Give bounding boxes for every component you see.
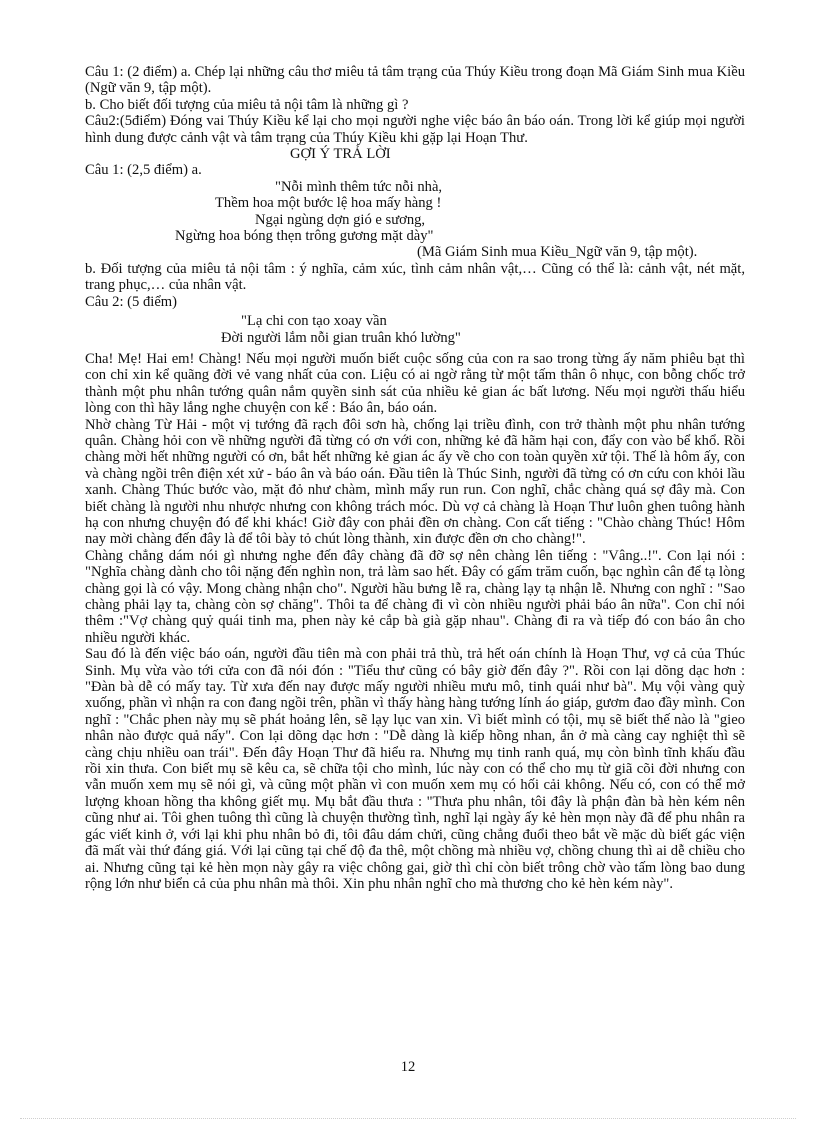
page-number: 12: [400, 1059, 416, 1075]
poem-line: Thềm hoa một bước lệ hoa mấy hàng !: [215, 195, 442, 212]
story-paragraph: Sau đó là đến việc báo oán, người đầu tiên mà con phải trả thù, trả hết oán chính là Hoạn Thư, vợ cả của Thúc Sinh. Mụ vừa vào tới cửa con đã nói đón : "Tiểu thư cũng có bây giờ đến đây ?". Rồi con lại dõng dạc hơn : "Đàn bà dễ có mấy tay. Từ xưa đến nay được mấy người nhiều mưu mô, tinh quái như bà". Mụ vội vàng quỳ xuống, phần vì nhận ra con đang ngồi trên, phần vì thấy hàng hàng tướng lính áo giáp, gươm đao đầy mình. Con nghĩ : "Chắc phen này mụ sẽ phát hoảng lên, sẽ lạy lục van xin. Vì biết mình có tội, mụ sẽ biết thế nào là "gieo nhân nào được quả nấy". Con lại dõng dạc hơn : "Dễ dàng là kiếp hồng nhan, ắn ở mà càng cay nghiệt thì sẽ càng chịu nhiều oan trái". Đến đây Hoạn Thư đã hiểu ra. Nhưng mụ tinh ranh quá, mụ còn bình tĩnh khấu đầu rồi xin thưa. Con biết mụ sẽ kêu ca, sẽ chữa tội cho mình, lúc này con có thể cho mụ từ giã cõi đời nhưng con vẫn muốn xem mụ sẽ nói gì, và cũng một phần vì con muốn xem mụ có hối cải không. Nếu có, con có thể mở lượng khoan hồng tha không giết mụ. Mụ bắt đầu thưa : "Thưa phu nhân, tôi đây là phận đàn bà hèn kém nên cũng như ai. Tôi ghen tuông thì cũng là chuyện thường tình, nghĩ lại ngày ấy kẻ hèn mọn này đã để phu nhân ra gác viết kinh ở, với lại khi phu nhân bỏ đi, tôi đâu dám chửi, cũng chẳng đuổi theo bắt về mặc dù biết gác viện đã mất vài thứ đáng giá. Với lại cũng tại chế độ đa thê, một chồng mà nhiều vợ, chồng chung thì ai dễ chiều cho ai. Nhưng cũng tại kẻ hèn mọn này gây ra việc chông gai, giờ thì chỉ còn biết trông chờ vào tấm lòng bao dung rộng lớn như biển cả của phu nhân mà thôi. Xin phu nhân nghĩ cho mà thương cho kẻ hèn kém này".: [85, 646, 745, 892]
poem-line: Đời người lắm nỗi gian truân khó lường": [221, 329, 461, 346]
story-paragraph: Chàng chẳng dám nói gì nhưng nghe đến đây chàng đã đỡ sợ nên chàng lên tiếng : "Vâng..!". Con lại nói : "Nghĩa chàng dành cho tôi nặng đến nghìn non, trả làm sao hết. Đây có gấm trăm cuốn, bạc nghìn cân để tạ lòng chàng gọi là có vậy. Mong chàng nhận cho". Người hầu bưng lễ ra, chàng lạy tạ nhận lễ. Nhưng con nghĩ : "Sao chàng phải lạy ta, chàng còn sợ chăng". Thôi ta để chàng đi vì còn nhiều người phải báo ân nữa". Con chỉ nói thêm :"Vợ chàng quỷ quái tinh ma, phen này kẻ cắp bà già gặp nhau". Chàng đi ra và tiếp đó con báo ân cho nhiều người khác.: [85, 547, 745, 646]
poem-line: Ngừng hoa bóng thẹn trông gương mặt dày": [175, 228, 434, 245]
question-2: Câu2:(5điểm) Đóng vai Thúy Kiều kể lại cho mọi người nghe việc báo ân báo oán. Trong lời kể giúp mọi người hình dung được cảnh vật và tâm trạng của Thúy Kiều khi gặp lại Hoạn Thư.: [85, 113, 745, 146]
answer-1b: b. Đối tượng của miêu tả nội tâm : ý nghĩa, cảm xúc, tình cảm nhân vật,… Cũng có thể là: cảnh vật, nét mặt, trang phục,… của nhân vật.: [85, 260, 745, 294]
story-paragraph: Cha! Mẹ! Hai em! Chàng! Nếu mọi người muốn biết cuộc sống của con ra sao trong từng ấy năm phiêu bạt thì con chỉ xin kể quãng đời vẻ vang nhất của con. Liệu có ai ngờ rằng từ một tấm thân ô nhục, con bỗng chốc trở thành một phu nhân tướng quân nắm quyền sinh sát của nhiều kẻ gian ác bất lương. Nếu mọi người thấu hiểu lòng con thì hãy lắng nghe chuyện con kể : Báo ân, báo oán.: [85, 350, 745, 417]
answer-2-heading: Câu 2: (5 điểm): [85, 293, 178, 310]
answer-1-heading: Câu 1: (2,5 điểm) a.: [85, 162, 202, 179]
answer-heading: GỢI Ý TRẢ LỜI: [290, 146, 391, 163]
question-1: Câu 1: (2 điểm) a. Chép lại những câu thơ miêu tả tâm trạng của Thúy Kiều trong đoạn Mã Giám Sinh mua Kiều (Ngữ văn 9, tập một).: [85, 64, 745, 97]
story-paragraph: Nhờ chàng Từ Hải - một vị tướng đã rạch đôi sơn hà, chống lại triều đình, con trở thành một phu nhân tướng quân. Chàng hỏi con về những người đã từng có ơn với con, những kẻ đã hãm hại con, đẩy con vào bể khổ. Rồi chàng mời hết những người có ơn, bắt hết những kẻ gian ác ấy về cho con toàn quyền xử tội. Thế là hôm ấy, con và chàng ngồi trên điện xét xử - báo ân và báo oán. Đầu tiên là Thúc Sinh, người đã từng có ơn cứu con khỏi lầu xanh. Chàng Thúc bước vào, mặt đỏ như chàm, mình mẩy run run. Con nghĩ, chắc chàng quá sợ đây mà. Con biết chàng là người nhu nhược nhưng con không trách móc. Dù vợ cả chàng là Hoạn Thư luôn ghen tuông hành hạ con nhưng chuyện đó để khi khác! Giờ đây con phải đền ơn chàng. Con cất tiếng : "Chào chàng Thúc! Hôm nay mời chàng đến đây là để tôi bày tỏ chút lòng thành, xin được đền ơn cho chàng!".: [85, 416, 745, 548]
poem-line: Ngại ngùng dợn gió e sương,: [255, 211, 426, 228]
question-1b: b. Cho biết đối tượng của miêu tả nội tâm là những gì ?: [85, 96, 409, 113]
poem-line: "Lạ chi con tạo xoay vần: [241, 313, 387, 330]
poem-line: "Nỗi mình thêm tức nỗi nhà,: [275, 178, 443, 195]
document-page: [85, 64, 745, 892]
poem-source: (Mã Giám Sinh mua Kiều_Ngữ văn 9, tập một).: [417, 244, 698, 261]
page-bottom-rule: [20, 1118, 796, 1119]
